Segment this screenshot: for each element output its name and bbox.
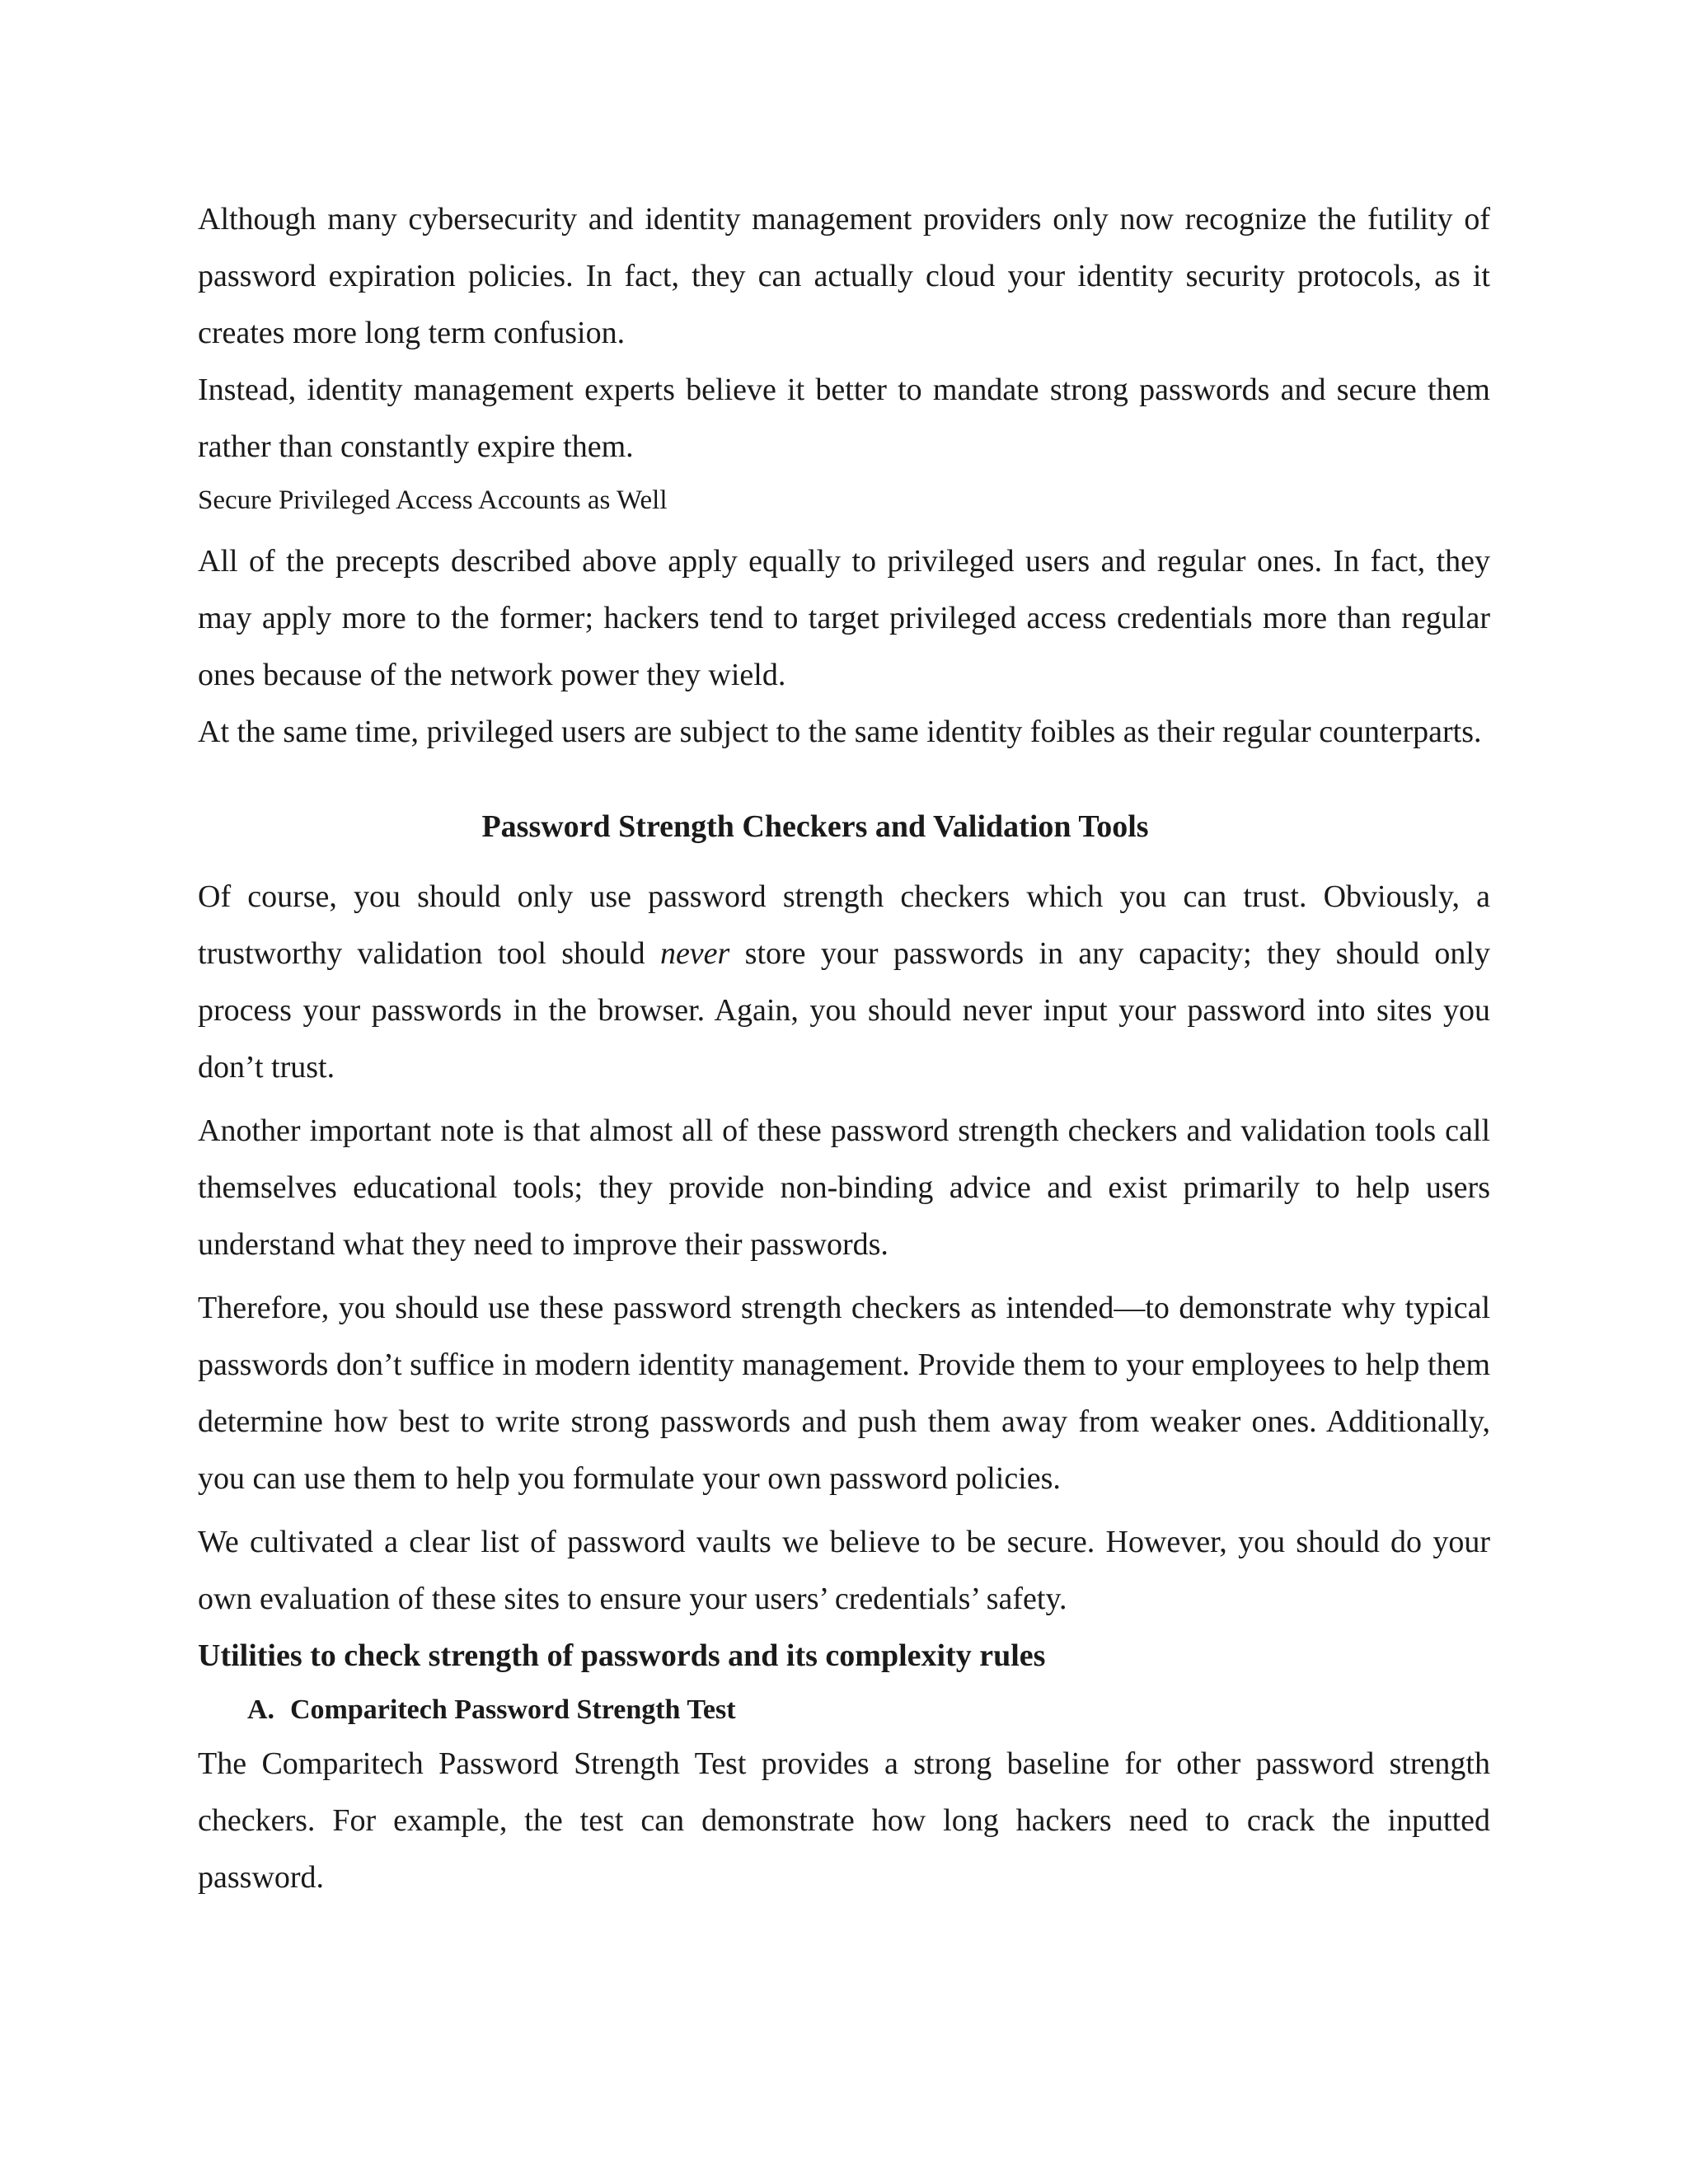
privileged-section-heading: Secure Privileged Access Accounts as Well [198,485,668,515]
checkers-paragraph-1 [198,869,1490,1096]
checkers-paragraph-1-end: store your passwords in any capacity; they should only process your passwords in the browser. Again, you should never input your password into sites you don’t trust. [198,936,1490,1085]
checkers-paragraph-1-start: Of course, you should only use password strength checkers which you can trust. Obviously, a trustworthy validation tool should [198,879,1490,971]
utility-item-a-heading [198,1685,1490,1736]
checkers-paragraph-2: Another important note is that almost all of these password strength checkers and validation tools call themselves educational tools; they provide non-binding advice and exist primarily to help users understand what they need to improve their passwords. [198,1113,1490,1262]
list-marker: A. [247,1694,275,1725]
checkers-paragraph-1-emphasis: never [659,936,730,971]
document-page [198,191,1490,1906]
utility-item-a-title: Comparitech Password Strength Test [290,1694,736,1725]
utilities-heading: Utilities to check strength of passwords and its complexity rules [198,1638,1046,1673]
checkers-paragraph-3: Therefore, you should use these password strength checkers as intended—to demonstrate why typical passwords don’t suffice in modern identity management. Provide them to your employees to help them determine how best to write strong passwords and push them away from weaker ones. Additionally, you can use them to help you formulate your own password policies. [198,1291,1490,1496]
checkers-section-heading: Password Strength Checkers and Validation Tools [481,809,1149,844]
utility-item-a-paragraph: The Comparitech Password Strength Test provides a strong baseline for other password strength checkers. For example, the test can demonstrate how long hackers need to crack the inputted password. [198,1746,1490,1895]
checkers-paragraph-4: We cultivated a clear list of password vaults we believe to be secure. However, you should do your own evaluation of these sites to ensure your users’ credentials’ safety. [198,1525,1490,1616]
intro-paragraph-1: Although many cybersecurity and identity management providers only now recognize the futility of password expiration policies. In fact, they can actually cloud your identity security protocols, as it creates more long term confusion. [198,202,1490,350]
privileged-paragraph-2: At the same time, privileged users are subject to the same identity foibles as their regular counterparts. [198,715,1482,749]
intro-paragraph-2: Instead, identity management experts believe it better to mandate strong passwords and secure them rather than constantly expire them. [198,373,1490,464]
privileged-paragraph-1: All of the precepts described above apply equally to privileged users and regular ones. In fact, they may apply more to the former; hackers tend to target privileged access credentials more than regular ones because of the network power they wield. [198,544,1490,692]
